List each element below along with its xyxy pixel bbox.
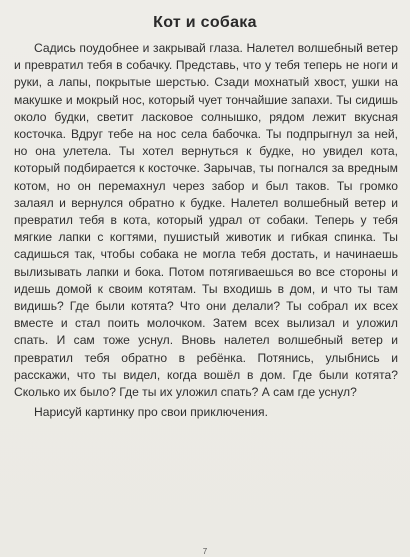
- page-number: 7: [202, 547, 208, 556]
- story-text-block: [14, 40, 398, 421]
- story-paragraph: Садись поудобнее и закрывай глаза. Налетел волшебный ветер и превратил тебя в собачку. Представь, что у тебя теперь не ноги и руки, а лапы, покрытые шерстью. Сзади мохнатый хвост, ушки на макушке и мокрый нос, который чует тончайшие запахи. Ты сидишь около будки, светит ласковое солнышко, рядом лежит вкусная косточка. Вдруг тебе на нос села бабочка. Ты подпрыгнул за ней, но она улетела. Ты хотел вернуться к будке, но увидел кота, который подбирается к косточке. Зарычав, ты погнался за вредным котом, но он перемахнул через забор и был таков. Ты громко залаял и вернулся обратно к будке. Налетел волшебный ветер и превратил тебя в кота, который удрал от собаки. Теперь у тебя мягкие лапки с когтями, пушистый животик и гибкая спинка. Ты садишься так, чтобы собака не могла тебя достать, и начинаешь вылизывать лапки и бока. Потом потягиваешься во все стороны и идешь домой к своим котятам. Ты входишь в дом, и что ты там видишь? Где были котята? Что они делали? Ты собрал их всех вместе и стал поить молочком. Затем всех вылизал и уложил спать. И сам тоже уснул. Вновь налетел волшебный ветер и превратил тебя обратно в ребёнка. Потянись, улыбнись и расскажи, что ты видел, когда вошёл в дом. Где были котята? Сколько их было? Где ты их уложил спать? А сам где уснул?: [14, 41, 398, 400]
- page-title: Кот и собака: [153, 14, 257, 31]
- drawing-instruction: Нарисуй картинку про свои приключения.: [34, 405, 268, 420]
